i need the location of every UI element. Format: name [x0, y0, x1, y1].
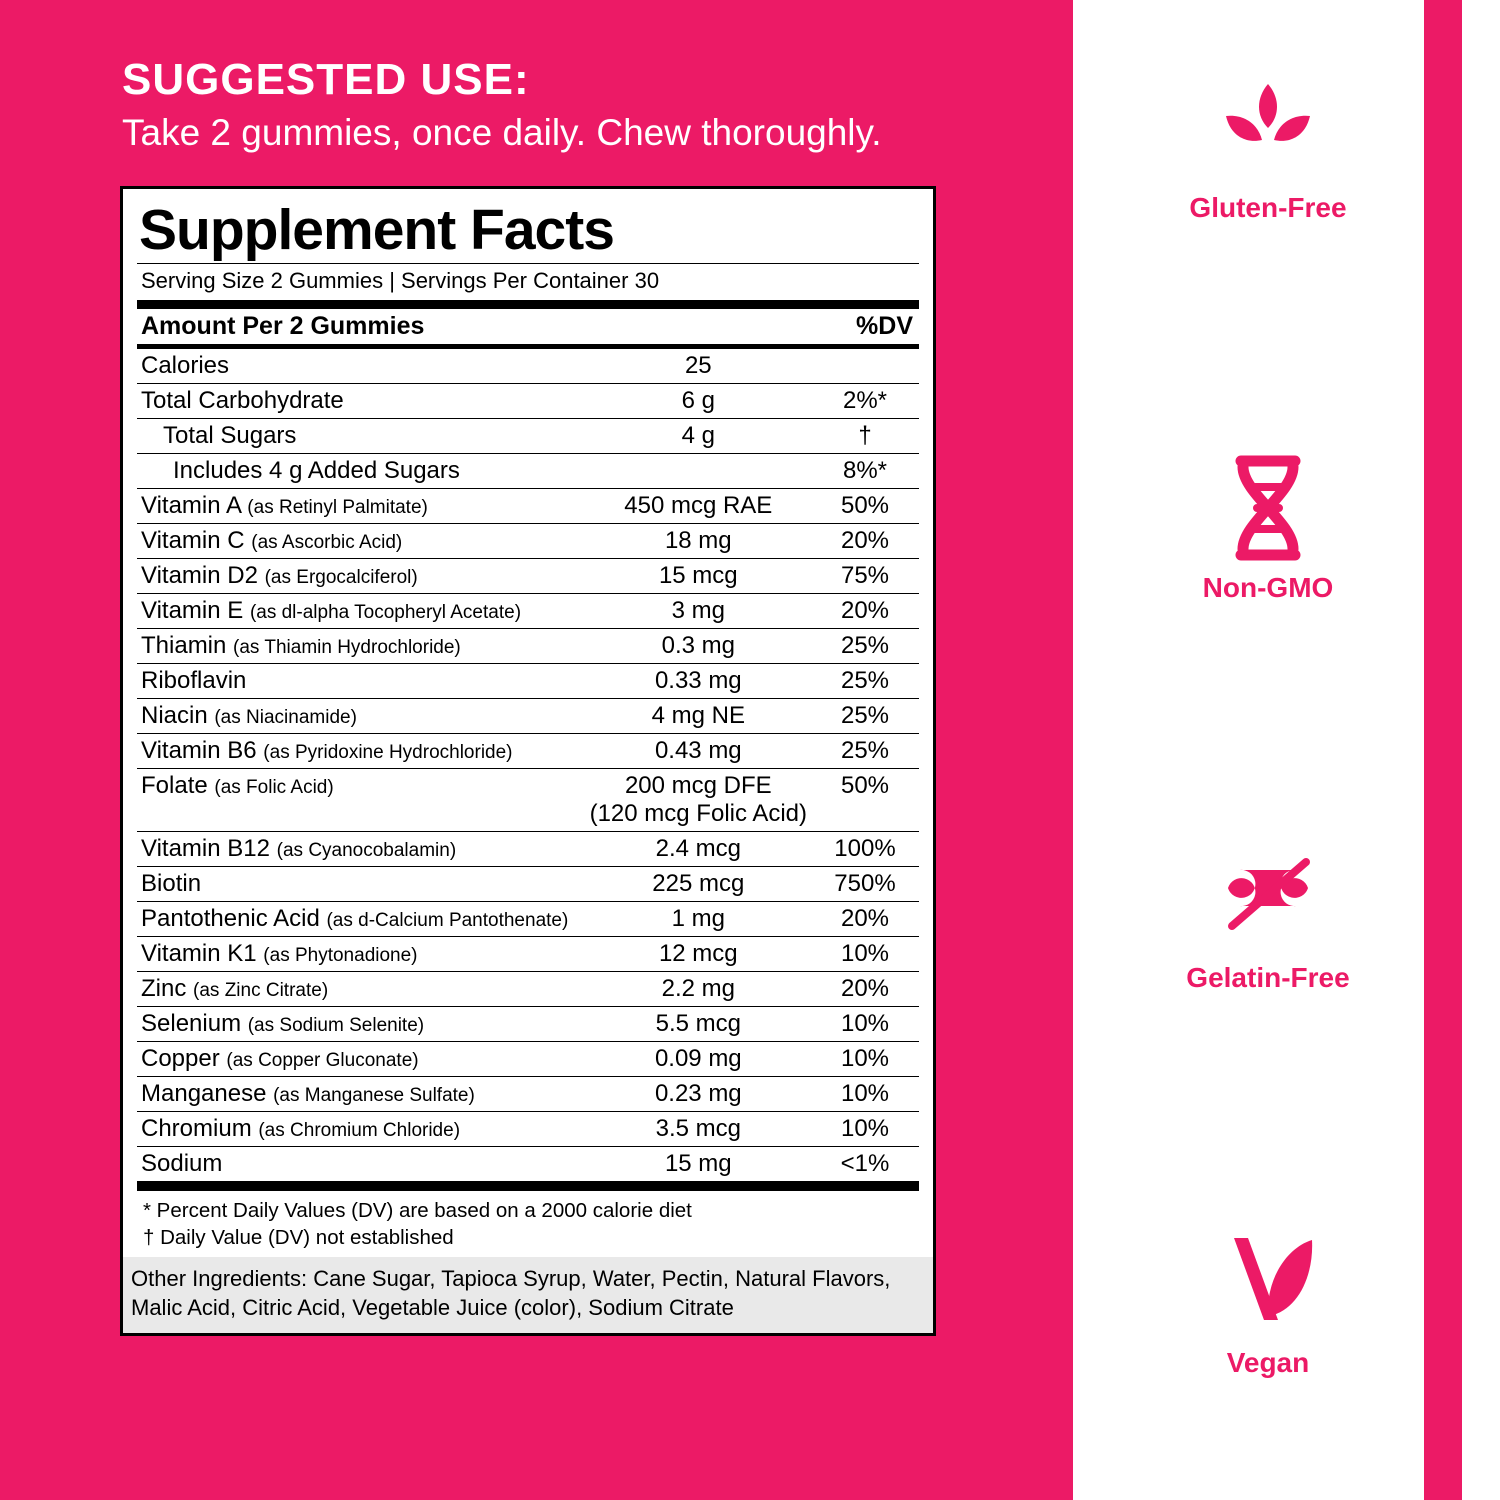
nutrient-name: Thiamin (as Thiamin Hydrochloride)	[137, 629, 586, 664]
nutrient-source: (as Ergocalciferol)	[264, 567, 418, 589]
nutrient-amount: 4 g	[586, 419, 809, 454]
nutrient-name: Vitamin A (as Retinyl Palmitate)	[137, 489, 586, 524]
table-row	[137, 594, 919, 629]
table-row	[137, 937, 919, 972]
badge-label: Gluten-Free	[1189, 192, 1347, 223]
nutrient-amount: 18 mg	[586, 524, 809, 559]
header-amount-per-serving: Amount Per 2 Gummies	[137, 309, 586, 347]
supplement-facts-title: Supplement Facts	[139, 198, 614, 262]
table-row	[137, 1147, 919, 1182]
footnote-not-established: † Daily Value (DV) not established	[143, 1226, 454, 1250]
table-row	[137, 629, 919, 664]
table-row	[137, 489, 919, 524]
suggested-use-text: Take 2 gummies, once daily. Chew thoroughly.	[122, 112, 882, 153]
table-row	[137, 664, 919, 699]
nutrient-amount: 5.5 mcg	[586, 1007, 809, 1042]
nutrient-source: (as Manganese Sulfate)	[273, 1085, 475, 1107]
nutrient-percent-dv: 20%	[809, 524, 919, 559]
footnotes	[137, 1191, 919, 1257]
nutrient-percent-dv: 10%	[809, 1112, 919, 1147]
nutrient-percent-dv: 25%	[809, 629, 919, 664]
nutrient-percent-dv: 25%	[809, 699, 919, 734]
nutrient-percent-dv: 50%	[809, 769, 919, 832]
nutrient-percent-dv: <1%	[809, 1147, 919, 1182]
table-row	[137, 524, 919, 559]
table-row	[137, 559, 919, 594]
serving-size-line: Serving Size 2 Gummies | Servings Per Container 30	[141, 268, 660, 294]
nutrient-percent-dv: 20%	[809, 902, 919, 937]
nutrient-name: Selenium (as Sodium Selenite)	[137, 1007, 586, 1042]
divider-under-title	[137, 263, 919, 265]
nutrient-source: (as Copper Gluconate)	[226, 1050, 419, 1072]
nutrient-name: Vitamin D2 (as Ergocalciferol)	[137, 559, 586, 594]
nutrient-amount: 1 mg	[586, 902, 809, 937]
table-row	[137, 902, 919, 937]
nutrient-name: Zinc (as Zinc Citrate)	[137, 972, 586, 1007]
nutrient-amount: 0.33 mg	[586, 664, 809, 699]
nutrient-source: (as Chromium Chloride)	[258, 1120, 461, 1142]
nutrient-amount: 15 mcg	[586, 559, 809, 594]
nutrient-source: (as Niacinamide)	[214, 707, 357, 729]
nutrient-name: Copper (as Copper Gluconate)	[137, 1042, 586, 1077]
nutrient-source: (as d-Calcium Pantothenate)	[326, 910, 569, 932]
divider-thick-top	[137, 300, 919, 309]
nutrient-percent-dv: 50%	[809, 489, 919, 524]
nutrient-source: (as Phytonadione)	[263, 945, 418, 967]
table-row	[137, 867, 919, 902]
badge-non-gmo	[1118, 455, 1418, 604]
nutrient-percent-dv: 750%	[809, 867, 919, 902]
nutrient-amount: 6 g	[586, 384, 809, 419]
nutrient-source: (as Thiamin Hydrochloride)	[233, 637, 461, 659]
badge-vegan	[1118, 1230, 1418, 1379]
badge-label: Non-GMO	[1202, 572, 1334, 603]
certification-badges-panel	[1110, 0, 1462, 1500]
table-row	[137, 769, 919, 832]
table-row	[137, 1112, 919, 1147]
nutrient-name: Vitamin B12 (as Cyanocobalamin)	[137, 832, 586, 867]
badge-label: Vegan	[1226, 1347, 1310, 1378]
nutrient-source: (as dl-alpha Tocopheryl Acetate)	[249, 602, 522, 624]
nutrient-percent-dv: 20%	[809, 594, 919, 629]
nutrient-percent-dv: 10%	[809, 1077, 919, 1112]
nutrition-table	[137, 309, 919, 1182]
nutrient-percent-dv: 20%	[809, 972, 919, 1007]
nutrient-name: Sodium	[137, 1147, 586, 1182]
nutrient-name: Folate (as Folic Acid)	[137, 769, 586, 832]
nutrient-name: Vitamin B6 (as Pyridoxine Hydrochloride)	[137, 734, 586, 769]
dna-helix-icon	[1118, 455, 1418, 560]
footnote-daily-values: * Percent Daily Values (DV) are based on a 2000 calorie diet	[143, 1199, 692, 1223]
table-row	[137, 454, 919, 489]
nutrient-name: Calories	[137, 347, 586, 384]
nutrient-amount: 0.3 mg	[586, 629, 809, 664]
crossed-out-bone-icon	[1118, 845, 1418, 950]
table-row	[137, 347, 919, 384]
table-row	[137, 1007, 919, 1042]
nutrient-name: Vitamin C (as Ascorbic Acid)	[137, 524, 586, 559]
nutrient-percent-dv: 25%	[809, 664, 919, 699]
nutrient-percent-dv: 100%	[809, 832, 919, 867]
nutrient-amount: 2.4 mcg	[586, 832, 809, 867]
right-pink-edge-strip	[1424, 0, 1462, 1500]
nutrient-percent-dv	[809, 347, 919, 384]
table-row	[137, 1077, 919, 1112]
nutrient-amount: 12 mcg	[586, 937, 809, 972]
nutrient-amount: 450 mcg RAE	[586, 489, 809, 524]
nutrient-name: Vitamin E (as dl-alpha Tocopheryl Acetate)	[137, 594, 586, 629]
table-row	[137, 699, 919, 734]
nutrient-amount: 3.5 mcg	[586, 1112, 809, 1147]
nutrient-amount: 200 mcg DFE (120 mcg Folic Acid)	[586, 769, 809, 832]
nutrient-amount: 25	[586, 347, 809, 384]
table-row	[137, 419, 919, 454]
nutrient-percent-dv: 75%	[809, 559, 919, 594]
badge-label: Gelatin-Free	[1186, 962, 1350, 993]
nutrient-percent-dv: 2%*	[809, 384, 919, 419]
nutrient-source: (as Ascorbic Acid)	[251, 532, 403, 554]
other-ingredients: Other Ingredients: Cane Sugar, Tapioca Syrup, Water, Pectin, Natural Flavors, Malic Acid, Citric Acid, Vegetable Juice (color), Sodium Citrate	[123, 1257, 933, 1332]
panel-divider-gap	[1073, 0, 1110, 1500]
nutrient-name: Vitamin K1 (as Phytonadione)	[137, 937, 586, 972]
nutrient-source: (as Pyridoxine Hydrochloride)	[263, 742, 513, 764]
nutrient-amount: 0.43 mg	[586, 734, 809, 769]
badge-gluten-free	[1118, 75, 1418, 224]
table-row	[137, 734, 919, 769]
nutrient-name: Riboflavin	[137, 664, 586, 699]
nutrient-name: Manganese (as Manganese Sulfate)	[137, 1077, 586, 1112]
nutrient-amount: 2.2 mg	[586, 972, 809, 1007]
nutrient-name: Chromium (as Chromium Chloride)	[137, 1112, 586, 1147]
nutrient-amount: 15 mg	[586, 1147, 809, 1182]
nutrient-percent-dv: 10%	[809, 937, 919, 972]
header-percent-dv: %DV	[809, 309, 919, 347]
nutrient-percent-dv: †	[809, 419, 919, 454]
nutrient-name: Total Sugars	[137, 419, 586, 454]
nutrient-source: (as Folic Acid)	[214, 777, 334, 799]
header-spacer	[586, 309, 809, 347]
nutrient-source: (as Sodium Selenite)	[247, 1015, 425, 1037]
vegan-leaf-v-icon	[1118, 1230, 1418, 1335]
nutrient-name: Total Carbohydrate	[137, 384, 586, 419]
nutrient-amount: 0.09 mg	[586, 1042, 809, 1077]
nutrient-source: (as Retinyl Palmitate)	[247, 497, 428, 519]
nutrient-amount	[586, 454, 809, 489]
wheat-leaves-icon	[1118, 75, 1418, 180]
nutrient-name: Includes 4 g Added Sugars	[137, 454, 586, 489]
nutrient-percent-dv: 10%	[809, 1007, 919, 1042]
badge-gelatin-free	[1118, 845, 1418, 994]
nutrient-name: Pantothenic Acid (as d-Calcium Pantothenate)	[137, 902, 586, 937]
nutrient-amount: 0.23 mg	[586, 1077, 809, 1112]
nutrient-percent-dv: 8%*	[809, 454, 919, 489]
suggested-use-title: SUGGESTED USE:	[122, 55, 530, 104]
nutrient-percent-dv: 25%	[809, 734, 919, 769]
nutrient-percent-dv: 10%	[809, 1042, 919, 1077]
nutrient-amount: 4 mg NE	[586, 699, 809, 734]
nutrient-source: (as Cyanocobalamin)	[276, 840, 457, 862]
nutrient-amount: 3 mg	[586, 594, 809, 629]
divider-thick-bottom	[137, 1182, 919, 1191]
table-row	[137, 384, 919, 419]
nutrient-amount: 225 mcg	[586, 867, 809, 902]
nutrient-name: Niacin (as Niacinamide)	[137, 699, 586, 734]
table-row	[137, 972, 919, 1007]
table-header-row	[137, 309, 919, 347]
supplement-facts-panel	[120, 186, 936, 1336]
table-row	[137, 832, 919, 867]
nutrient-name: Biotin	[137, 867, 586, 902]
table-row	[137, 1042, 919, 1077]
nutrient-source: (as Zinc Citrate)	[193, 980, 329, 1002]
